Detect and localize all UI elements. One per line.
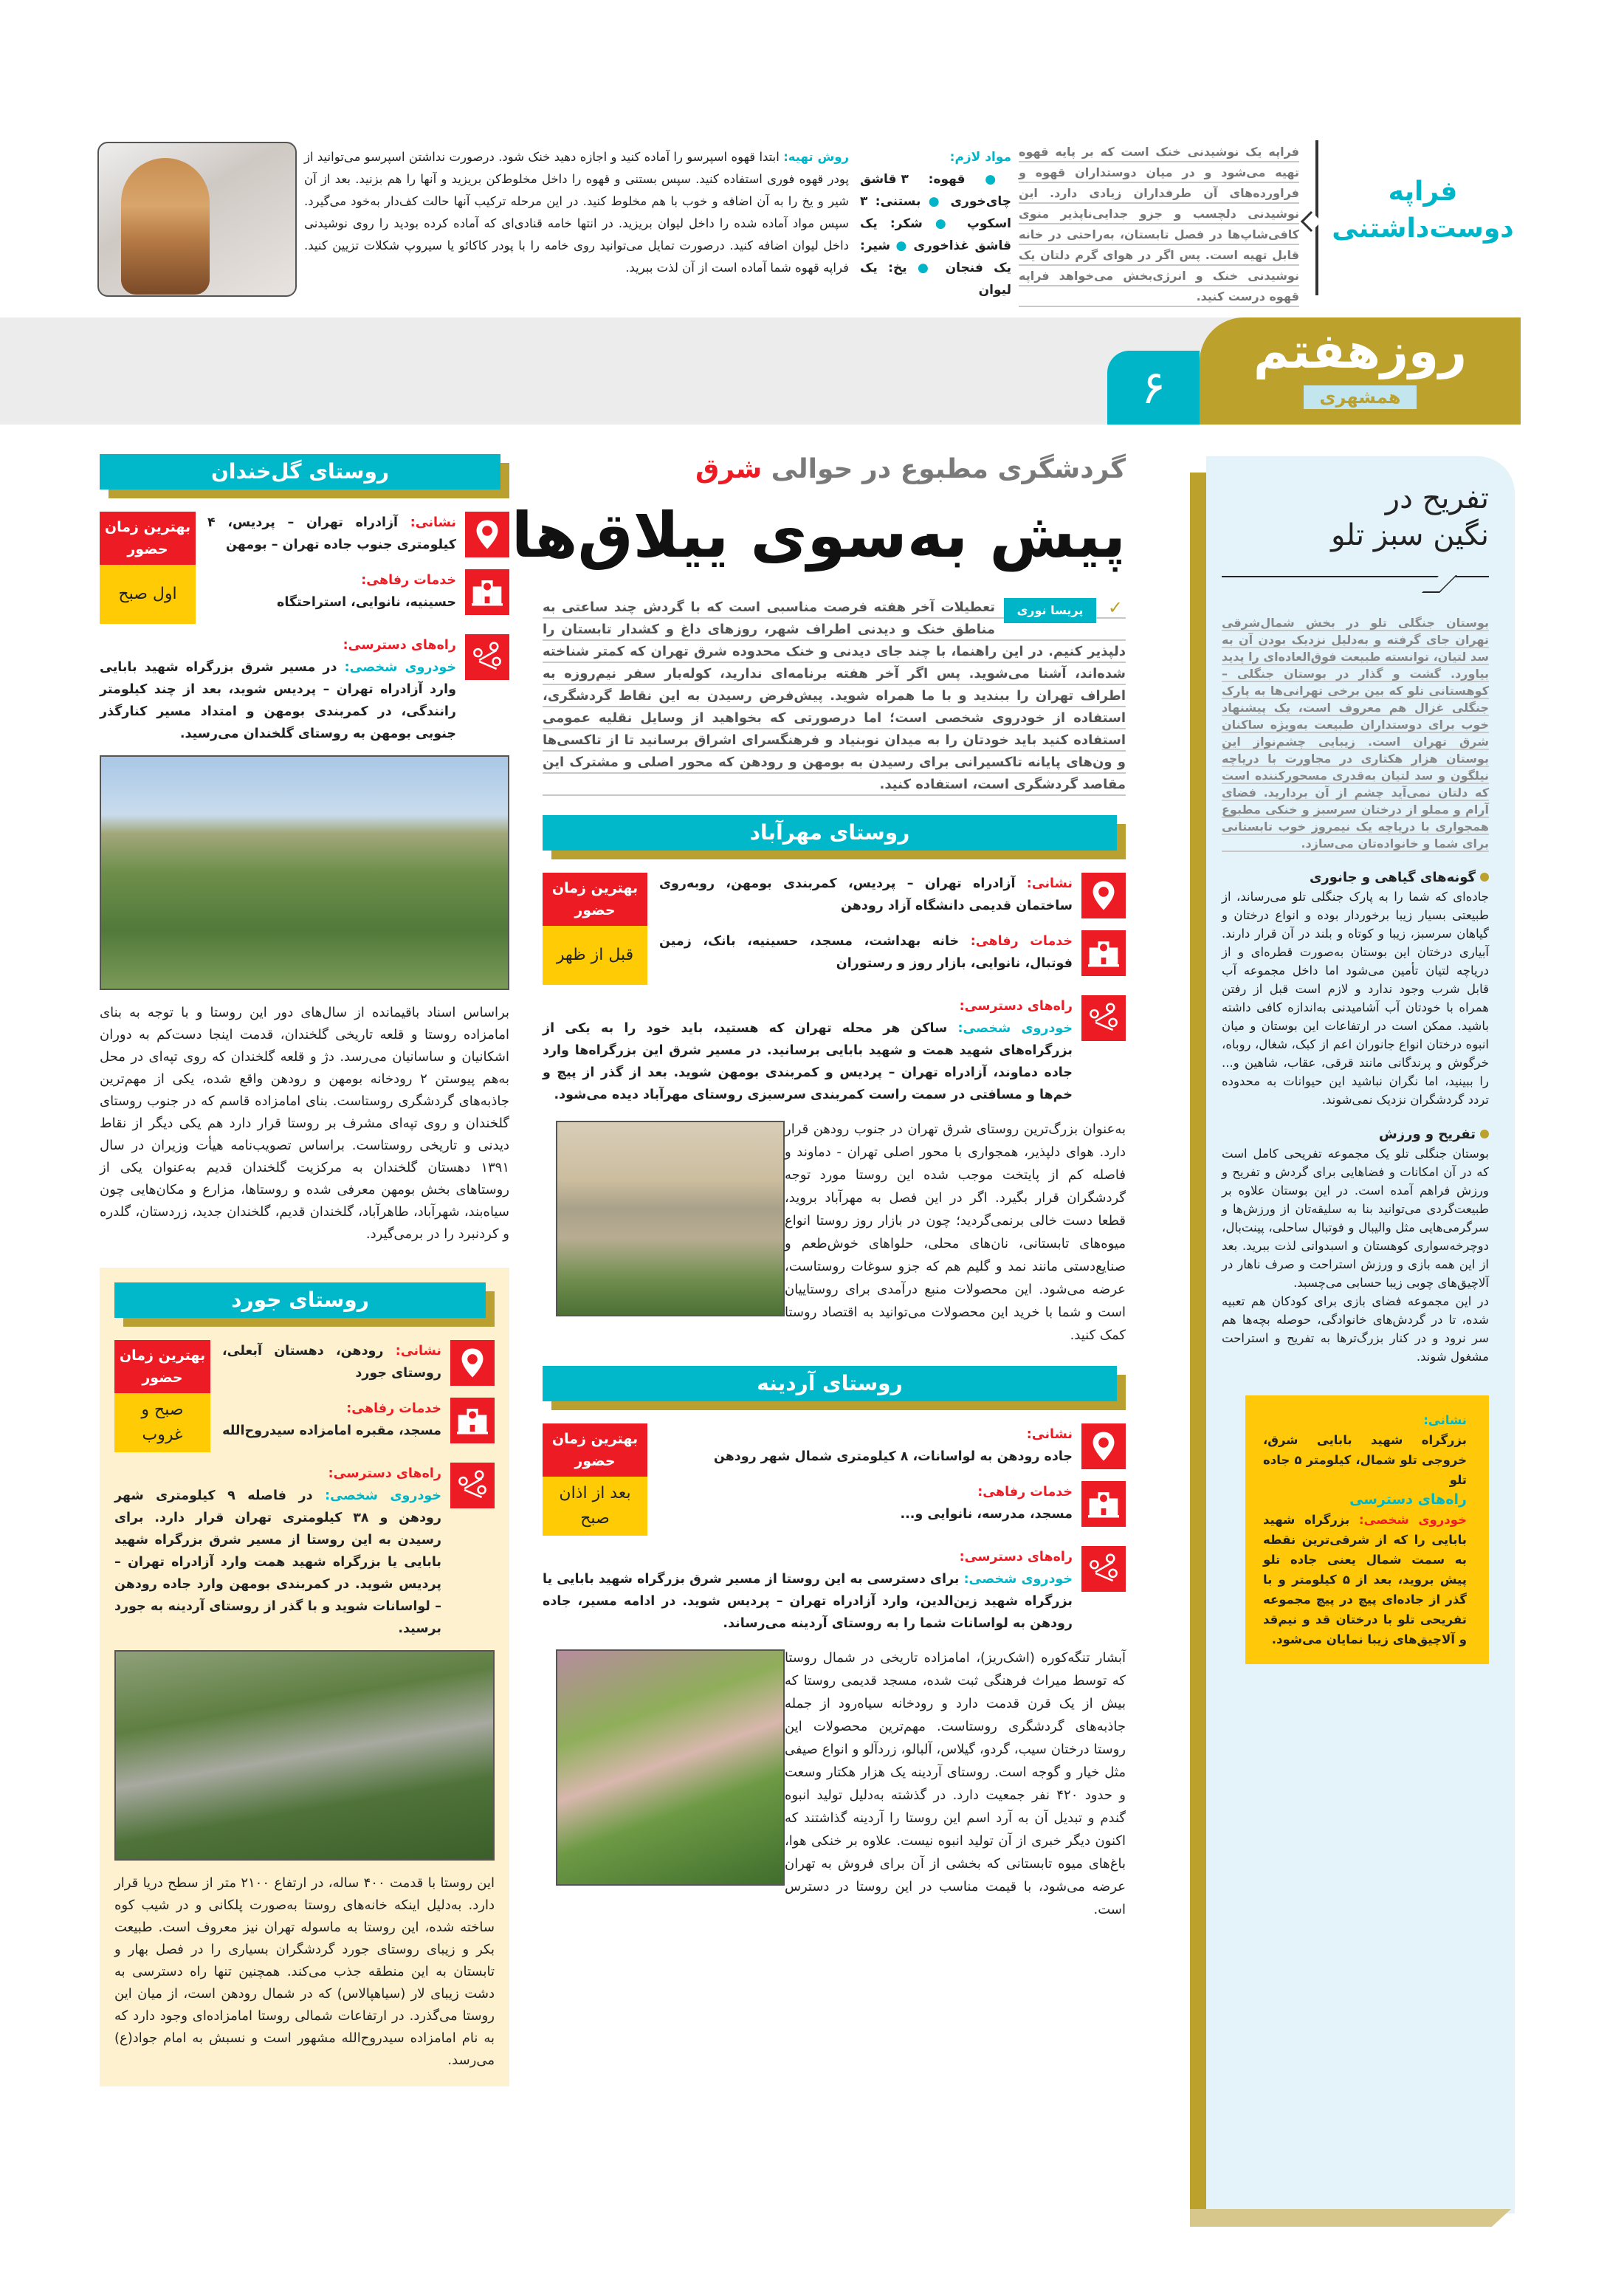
- route-icon: [1081, 995, 1126, 1041]
- services-row: [659, 1481, 1126, 1528]
- subheading-text: گونه‌های گیاهی و جانوری: [1309, 870, 1476, 885]
- body-text: به‌عنوان بزرگ‌ترین روستای شرق تهران در جنوب رودهن قرار دارد. هوای دلپذیر، همجواری با محور اصلی تهران - دماوند و فاصله کم از پایتخت موجب شده این روستا مورد توجه گردشگران قرار بگیرد. اگر در این فصل به مهرآباد بروید، قطعا دست خالی برنمی‌گردید؛ چون در بازار روز روستا انواع میوه‌های تابستانی، نان‌های محلی، حلواهای خوش‌طعم و صنایع‌دستی مانند نمد و گلیم هم که جزو سوغات روستاست، عرضه می‌شود. این محصولات منبع درآمدی برای روستاییان است و شما با خرید این محصولات می‌توانید به اقتصاد روستا کمک کنید.: [785, 1121, 1126, 1343]
- access-row: [100, 634, 509, 745]
- building-icon: [1081, 930, 1126, 976]
- section-title: روستای آردینه: [757, 1371, 903, 1395]
- recipe-title-line1: فراپه: [1388, 176, 1458, 207]
- location-pin-icon: [450, 1340, 495, 1386]
- ingredients-title: مواد لازم:: [949, 150, 1011, 165]
- recipe-title: [1329, 174, 1517, 247]
- logo: [1200, 317, 1521, 425]
- access-row: [543, 995, 1126, 1106]
- address-label: نشانی:: [1423, 1413, 1467, 1427]
- title-divider: [1222, 576, 1489, 577]
- best-time-label: بهترین زمان حضور: [543, 873, 647, 926]
- car-label: خودروی شخصی:: [963, 1572, 1073, 1587]
- ardineh-body: [543, 1646, 1126, 1921]
- address-text: جاده رودهن به لواسانات، ۸ کیلومتری شمال شهر رودهن: [713, 1449, 1073, 1464]
- address-label: نشانی:: [395, 1344, 441, 1358]
- car-label: خودروی شخصی:: [325, 1488, 442, 1503]
- sidebar-title-line2: نگین سبز تلو: [1331, 518, 1489, 552]
- address-row: [222, 1340, 495, 1387]
- body-text: آبشار تنگه‌کوره (اشک‌ریز)، امامزاده تاریخی در شمال روستا که توسط میراث فرهنگی ثبت شده، مسجد قدیمی روستا که بیش از یک قرن قدمت دارد و رودخانه سیاه‌رود از جمله جاذبه‌های گردشگری روستاست. مهم‌ترین محصولات این روستا درختان سیب، گردو، گیلاس، آلبالو، زردآلو و انواع صیفی مثل خیار و گوجه است. روستای آردینه یک هزار هکتار وسعت و حدود ۴۲۰ نفر جمعیت دارد. در گذشته به‌دلیل تولید انبوه گندم و تبدیل آن به آرد اسم این روستا را آردینه گذاشتند که اکنون دیگر خبری از آن تولید انبوه نیست. علاوه بر خنکی هوا، باغ‌های میوه تابستانی که بخشی از آن برای فروش به تهران عرضه می‌شود، با قیمت مناسب در این روستا در دسترس است.: [785, 1650, 1126, 1917]
- car-text: در مسیر شرق بزرگراه شهید بابایی وارد آزادراه تهران – پردیس شوید، بعد از چند کیلومتر رانندگی، در کمربندی بومهن و امتداد مسیر کنارگذر جنوبی بومهن به روستای گلخندان می‌رسید.: [100, 660, 456, 741]
- access-label: راه‌های دسترسی:: [328, 1466, 441, 1481]
- sidebar-paragraph: بوستان جنگلی تلو یک مجموعه تفریحی کامل است که در آن امکانات و فضاهایی برای گردش و تفریح و ورزش فراهم آمده است. در این بوستان علاوه بر طبیعت‌گردی می‌توانید بنا به سلیقه‌تان از ورزش‌ها و سرگرمی‌هایی مثل والیبال و فوتبال ساحلی، پینت‌بال، دوچرخه‌سواری کوهستان و اسبدوانی لذت ببرید. بعد از این همه بازی و ورزش استراحت و صرف ناهار در آلاچیق‌های چوبی زیبا حسابی می‌چسبد.: [1222, 1147, 1489, 1290]
- section-title: روستای گل‌خندان: [211, 459, 389, 484]
- ingredient: شکر: یک قاشق غذاخوری: [860, 216, 1011, 253]
- jourd-background: [100, 1268, 509, 2086]
- logo-text: روزهفتم: [1253, 323, 1467, 379]
- best-time-value: بعد از اذان صبح: [543, 1477, 647, 1536]
- check-icon: ✓: [1107, 597, 1123, 618]
- section-header: [543, 815, 1117, 851]
- left-column: [100, 435, 509, 2086]
- building-icon: [1081, 1481, 1126, 1527]
- ardineh-village-photo: [556, 1649, 785, 1886]
- section-jourd: [114, 1282, 495, 1640]
- best-time-value: قبل از ظهر: [543, 926, 647, 985]
- car-text: در فاصله ۹ کیلومتری شهر رودهن و ۳۸ کیلومتری تهران قرار دارد. برای رسیدن به این روستا از مسیر شرق بزرگراه شهید بابایی یا بزرگراه شهید همت وارد آزادراه تهران – پردیس شوید. در کمربندی بومهن وارد جاده رودهن – لواسانات شوید و با گذر از روستای آردینه به جورد برسید.: [114, 1488, 441, 1636]
- access-label: راه‌های دسترسی: [1349, 1491, 1467, 1508]
- method-label: روش تهیه:: [783, 150, 849, 164]
- services-row: [659, 930, 1126, 978]
- sidebar-subheading: [1222, 1125, 1489, 1144]
- best-time-label: بهترین زمان حضور: [114, 1340, 210, 1393]
- ingredients-list: [860, 146, 1011, 301]
- section-title: روستای جورد: [231, 1288, 369, 1312]
- best-time-box: [543, 1423, 647, 1536]
- sidebar-article: [1222, 480, 1489, 1664]
- address-row: [659, 873, 1126, 920]
- section-mehrabad: [543, 815, 1126, 1106]
- ingredient: شیر: یک فنجان: [860, 238, 1011, 275]
- address-label: نشانی:: [1026, 876, 1073, 891]
- location-pin-icon: [1081, 873, 1126, 918]
- bullet-icon: ●: [906, 261, 935, 275]
- address-text: بزرگراه شهید بابایی شرق، خروجی تلو شمال، کیلومتر ۵ جاده تلو: [1263, 1433, 1467, 1487]
- access-label: راه‌های دسترسی:: [959, 999, 1073, 1014]
- ingredient: بستنی: ۳ اسکوپ: [860, 194, 1011, 231]
- article-intro: [543, 597, 1126, 796]
- address-text: آزادراه تهران – پردیس، کمربندی بومهن، روبه‌روی ساختمان قدیمی دانشگاه آزاد رودهن: [659, 876, 1073, 913]
- best-time-value: اول صبح: [100, 565, 196, 624]
- section-header: [100, 454, 500, 490]
- access-label: راه‌های دسترسی:: [343, 638, 456, 653]
- kicker-text: گردشگری مطبوع در حوالی: [762, 454, 1126, 484]
- bullet-icon: [1480, 873, 1489, 882]
- section-header: [114, 1282, 486, 1318]
- sidebar-paragraph: در این مجموعه فضای بازی برای کودکان هم تعبیه شده، تا در گردش‌های خانوادگی، حوصله بچه‌ها هم سر نرود و در کنار بزرگ‌ترها به تفریح و استراحت مشغول شوند.: [1222, 1294, 1489, 1364]
- ingredient: قهوه: ۳ قاشق چای‌خوری: [860, 172, 1011, 209]
- building-icon: [465, 569, 509, 615]
- location-pin-icon: [465, 512, 509, 557]
- kicker-highlight: شرق: [695, 454, 763, 484]
- address-label: نشانی:: [1026, 1427, 1073, 1442]
- services-label: خدمات رفاهی:: [970, 934, 1073, 949]
- mehrabad-village-photo: [556, 1121, 785, 1316]
- address-text: رودهن، دهستان آبعلی، روستای جورد: [222, 1344, 441, 1381]
- sidebar-gold-edge: [1190, 473, 1208, 2226]
- services-text: مسجد، مدرسه، نانوایی و...: [900, 1507, 1073, 1522]
- golkhandan-village-photo: [100, 755, 509, 990]
- subheading-text: تفریح و ورزش: [1378, 1127, 1476, 1142]
- services-text: مسجد، مقبره امامزاده سیدروح‌الله: [222, 1423, 441, 1438]
- services-row: [207, 569, 509, 616]
- sidebar-title-line1: تفریح در: [1385, 481, 1489, 515]
- bullet-icon: ●: [965, 172, 1011, 187]
- address-row: [207, 512, 509, 559]
- logo-subtext: همشهری: [1304, 385, 1417, 409]
- sidebar-subheading: [1222, 868, 1489, 887]
- golkhandan-body: براساس اسناد باقیمانده از سال‌های دور این روستا و با توجه به بنای امامزاده روستا و قلعه تاریخی گلخندان، قدمت اینجا دست‌کم به دوران اشکانیان و ساسانیان می‌رسد. دژ و قلعه گلخندان که روی تپه‌ای در محل به‌هم پیوستن ۲ رودخانه بومهن و رودهن واقع شده، یکی از مهم‌ترین جاذبه‌های گردشگری روستاست. بنای امامزاده قاسم که در جنوب روستای گلخندان و روی تپه‌ای مشرف بر روستا قرار دارد هم یکی دیگر از نقاط دیدنی و تاریخی روستاست. براساس تصویب‌نامه هیأت وزیران در سال ۱۳۹۱ دهستان گلخندان به مرکزیت گلخندان قدیم به‌عنوان یکی از روستاهای بخش بومهن معرفی شده و روستاها، مزارع و مکان‌هایی چون سیاه‌بند، شهرآباد، طاهرآباد، گلخندان قدیم، گلخندان جدید، زردستان، گلدره و کردنبرد را در برمی‌گیرد.: [100, 1005, 509, 1242]
- route-icon: [450, 1463, 495, 1508]
- car-text: برای دسترسی به این روستا از مسیر شرق بزرگراه شهید بابایی یا بزرگراه شهید زین‌الدین، وارد آزادراه تهران – پردیس شوید. در ادامه مسیر، جاده رودهن به لواسانات شما را به روستای آردینه می‌رساند.: [543, 1572, 1073, 1631]
- main-column: [511, 452, 1126, 1921]
- page-number: ۶: [1107, 351, 1200, 425]
- byline: [1004, 597, 1126, 639]
- frappe-glass: [121, 158, 210, 295]
- access-label: راه‌های دسترسی:: [959, 1550, 1073, 1564]
- recipe-title-line2: دوست‌داشتنی: [1332, 213, 1514, 244]
- services-text: خانه بهداشت، مسجد، حسینیه، بانک، زمین فوتبال، نانوایی، بازار روز و رستوران: [659, 934, 1073, 971]
- location-pin-icon: [1081, 1423, 1126, 1469]
- sidebar-bottom-edge: [1190, 2209, 1511, 2227]
- services-text: حسینیه، نانوایی، استراحتگاه: [277, 595, 456, 610]
- ingredient: یخ: یک لیوان: [860, 261, 1011, 298]
- bullet-icon: [1480, 1130, 1489, 1138]
- bullet-icon: ●: [921, 194, 943, 209]
- best-time-value: صبح و غروب: [114, 1393, 210, 1452]
- building-icon: [450, 1398, 495, 1443]
- route-icon: [1081, 1546, 1126, 1592]
- sidebar-info-box: [1245, 1395, 1489, 1664]
- section-golkhandan: [100, 454, 509, 745]
- jourd-village-photo: [114, 1650, 495, 1861]
- headline: پیش به‌سوی ییلاق‌ها: [511, 499, 1126, 571]
- section-header: [543, 1366, 1117, 1401]
- access-row: [543, 1546, 1126, 1635]
- section-title: روستای مهرآباد: [749, 820, 910, 845]
- sidebar-paragraph: جاده‌ای که شما را به پارک جنگلی تلو می‌رساند، از طبیعتی بسیار زیبا برخوردار بوده و انواع درختان و گیاهان سرسبز، زیبا و کوتاه و بلند در آن قرار دارند. آبیاری درختان این بوستان به‌صورت قطره‌ای و از دریاچه لتیان تأمین می‌شود اما داخل مجموعه آب قابل شرب وجود ندارد و لازم است قبل از رفتن همراه با خودتان آب آشامیدنی به‌اندازه کافی داشته باشید. ممکن است در ارتفاعات این بوستان و میان انبوه درختان انواع جانوران اعم از کبک، شغال، روباه، خرگوش و پرندگانی مانند قرقی، عقاب، شاهین و... را ببینید، اما نگران نباشید این حیوانات به محدوده تردد گردشگران نزدیک نمی‌شوند.: [1222, 890, 1489, 1107]
- car-text: ساکن هر محله تهران که هستید، باید خود را به یکی از بزرگراه‌های شهید همت و شهید بابایی برسانید. در مسیر شرق این بزرگراه‌ها وارد جاده دماوند، آزادراه تهران – پردیس و کمربندی بومهن شوید. بعد از گذر از پیچ و خم‌ها و مسافتی در سمت راست کمربندی سرسبزی روستای مهرآباد دیده می‌شود.: [543, 1021, 1073, 1102]
- services-label: خدمات رفاهی:: [361, 573, 456, 588]
- sidebar-intro: بوستان جنگلی تلو در بخش شمال‌شرقی تهران جای گرفته و به‌دلیل نزدیک بودن آن به سد لتیان، توانسته طبیعت فوق‌العاده‌ای را پدید بیاورد. گشت و گذار در بوستان جنگلی – کوهستانی تلو که بین برخی تهرانی‌ها به پارک جنگلی غزال هم معروف است، یک پیشنهاد خوب برای دوستداران طبیعت به‌ویژه ساکنان شرق تهران است. زیبایی چشم‌نواز این بوستان هزار هکتاری در مجاورت با دریاچه نیلگون و سد لتیان به‌قدری مسحورکننده است که دلتان نمی‌آید چشم از آن بردارید. فضای آرام و مملو از درختان سرسبز و خنکی مطبوع همجواری با دریاچه یک نیمروز خوب تابستانی برای شما و خانواده‌تان می‌سازد.: [1222, 616, 1489, 851]
- recipe-intro: فراپه یک نوشیدنی خنک است که بر پایه قهوه تهیه می‌شود و در میان دوستداران قهوه و فراورده‌های آن طرفداران زیادی دارد. این نوشیدنی دلچسب و جزو جدایی‌ناپذیر منوی کافی‌شاپ‌ها در فصل تابستان، به‌راحتی در خانه قابل تهیه است. پس اگر در هوای گرم دلتان یک نوشیدنی خنک و انرژی‌بخش می‌خواهد فراپه قهوه درست کنید.: [1019, 142, 1299, 307]
- coffee-frappe-photo: [97, 142, 297, 297]
- best-time-box: [543, 873, 647, 985]
- services-row: [222, 1398, 495, 1445]
- car-label: خودروی شخصی:: [344, 660, 457, 675]
- address-row: [659, 1423, 1126, 1471]
- bullet-icon: ●: [922, 216, 954, 231]
- sidebar-title: [1222, 480, 1489, 554]
- car-label: خودروی شخصی:: [1359, 1513, 1467, 1527]
- best-time-label: بهترین زمان حضور: [100, 512, 196, 565]
- route-icon: [465, 634, 509, 680]
- best-time-box: [100, 512, 196, 624]
- services-label: خدمات رفاهی:: [346, 1401, 441, 1416]
- mehrabad-body: [543, 1118, 1126, 1347]
- author-name: پریسا نوری: [1004, 598, 1096, 623]
- access-row: [114, 1463, 495, 1640]
- intro-text: تعطیلات آخر هفته فرصت مناسبی است که با گردش چند ساعتی به مناطق خنک و دیدنی اطراف شهر، روزهای داغ و کشدار تابستان را دلپذیر کنیم. در این راهنما، با چند جای دیدنی و خنک محدوده شرق تهران که کمتر شناخته شده‌اند، آشنا می‌شوید. پس اگر آخر هفته برنامه‌ای ندارید، کوله‌بار سفر نیم‌روزه به اطراف تهران را ببندید و با ما همراه شوید. پیش‌فرض رسیدن به این نقاط گردشگری، استفاده از خودروی شخصی است؛ اما درصورتی که بخواهید از وسایل نقلیه عمومی استفاده کنید باید خودتان را به میدان نوبنیاد و فرهنگسرای اشراق برسانید تا از تاکسی‌ها و ون‌های پایانه تاکسیرانی برای رسیدن به بومهن و رودهن که محور اصلی و مشترک این مقاصد گردشگری است، استفاده کنید.: [543, 600, 1126, 792]
- address-label: نشانی:: [410, 515, 457, 530]
- jourd-body: این روستا با قدمت ۴۰۰ ساله، در ارتفاع ۲۱۰۰ متر از سطح دریا قرار دارد. به‌دلیل اینکه خانه‌های روستا به‌صورت پلکانی و در شیب کوه ساخته شده، این روستا به ماسوله تهران نیز معروف است. طبیعت بکر و زیبای روستای جورد گردشگران بسیاری را در فصل بهار و تابستان به این منطقه جذب می‌کند. همچنین تنها راه دسترسی به دشت زیبای لار (سیاهپالاس) که در شمال رودهن است، از میان این روستا می‌گذرد. در ارتفاعات شمالی روستا امامزاده‌ای وجود دارد که به نام امامزاده سیدروح‌الله مشهور است و نسبش به امام جواد(ع) می‌رسد.: [114, 1875, 495, 2068]
- section-ardineh: [543, 1366, 1126, 1635]
- method-text: ابتدا قهوه اسپرسو را آماده کنید و اجازه دهید خنک شود. درصورت نداشتن اسپرسو می‌توانید از پودر قهوه فوری استفاده کنید. سپس بستنی و قهوه را داخل مخلوط‌کن بریزید و آنها را هم بزنید. بعد از آن شیر و یخ را به آن اضافه و خوب با هم مخلوط کنید. در این مرحله ترکیب آنها حالت کف‌دار به‌خود می‌گیرد. سپس مواد آماده شده را داخل لیوان بریزید. در انتها خامه قنادی‌ای که آماده کرده بودید را روی نوشیدنی داخل لیوان اضافه کنید. درصورت تمایل می‌توانید روی خامه را با پودر کاکائو یا سیروپ شکلات تزیین کنید. فراپه قهوه شما آماده است از آن لذت ببرید.: [304, 150, 849, 275]
- services-label: خدمات رفاهی:: [977, 1485, 1073, 1500]
- best-time-label: بهترین زمان حضور: [543, 1423, 647, 1477]
- best-time-box: [114, 1340, 210, 1452]
- recipe-method: [304, 146, 849, 279]
- car-label: خودروی شخصی:: [957, 1021, 1073, 1036]
- bullet-icon: ●: [890, 238, 908, 253]
- address-text: آزادراه تهران – پردیس، ۴ کیلومتری جنوب جاده تهران – بومهن: [207, 515, 456, 552]
- car-text: بزرگراه شهید بابایی را که از شرقی‌ترین نقطه به سمت شمال یعنی جاده تلو پیش بروید، بعد از ۵ کیلومتر و با گذر از جاده‌ای پیچ در پیچ مجموعه تفریحی تلو با درختان قد و نیم‌قد و آلاچیق‌های زیبا نمایان می‌شود.: [1263, 1513, 1467, 1646]
- kicker: [543, 452, 1126, 487]
